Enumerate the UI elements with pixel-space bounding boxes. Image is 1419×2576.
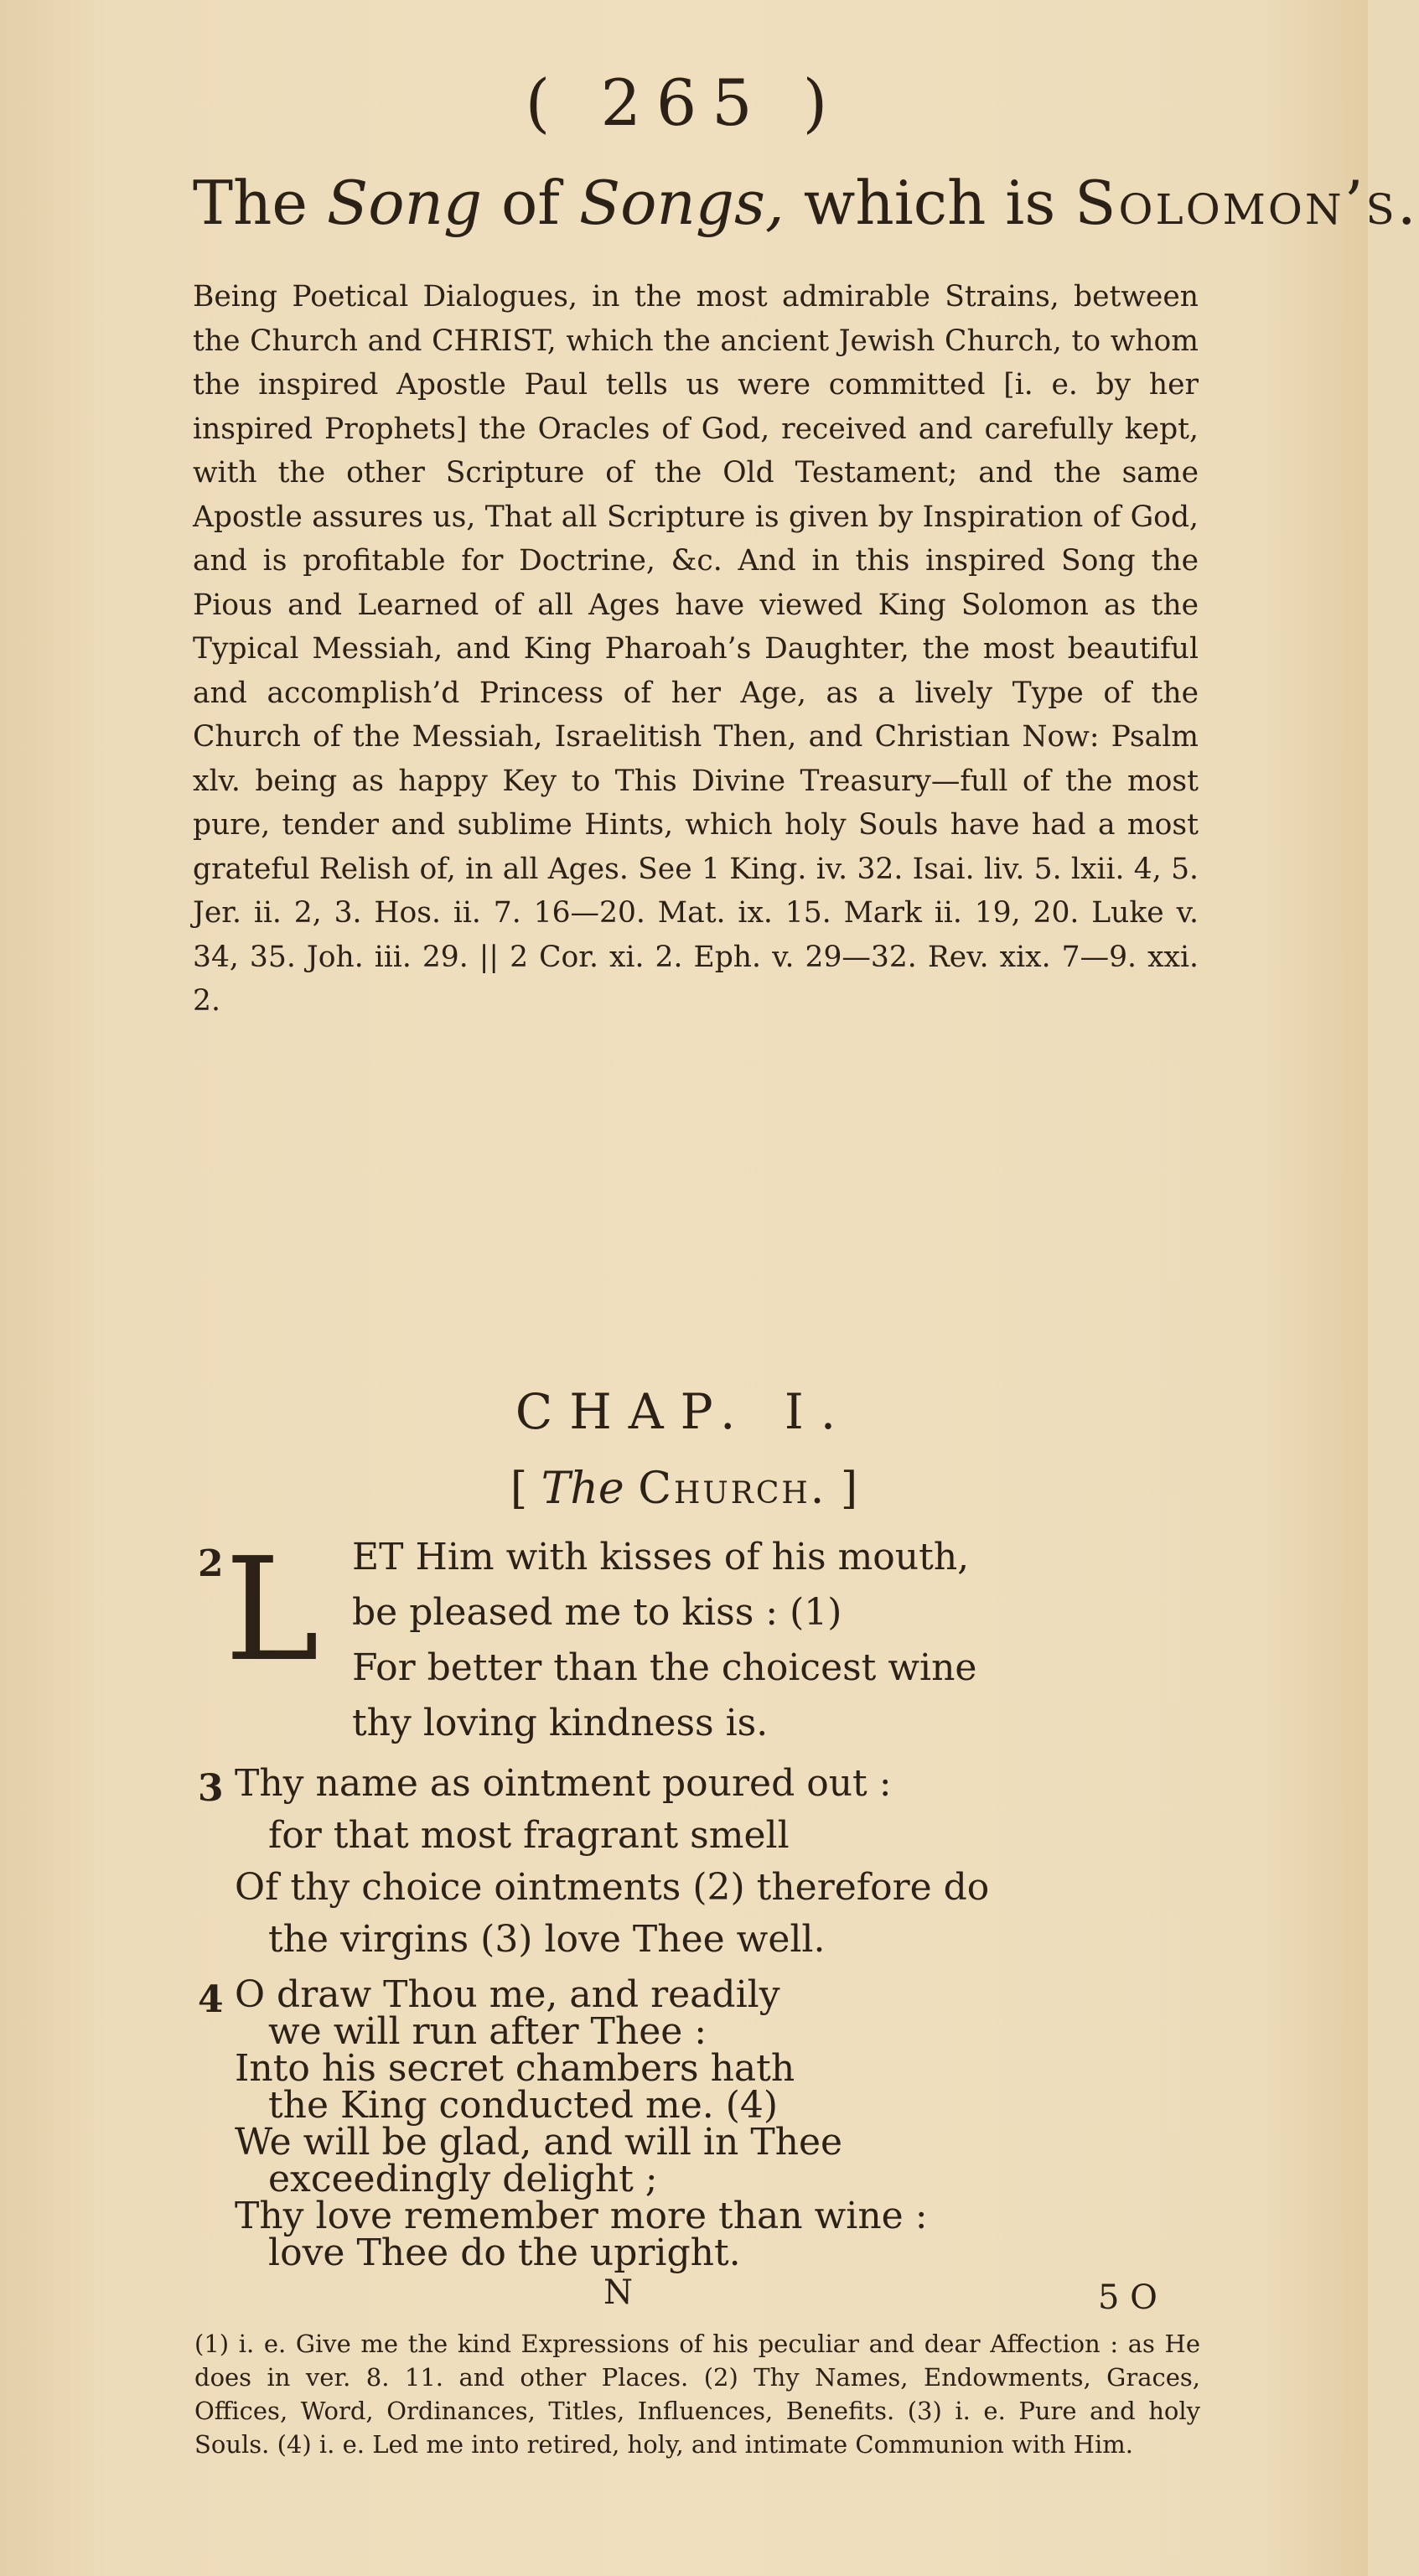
verse-number-3: 3 xyxy=(198,1767,224,1810)
verse-line: be pleased me to kiss : (1) xyxy=(352,1591,842,1634)
verse-line: For better than the choicest wine xyxy=(352,1646,977,1689)
verse-line: ET Him with kisses of his mouth, xyxy=(352,1536,970,1578)
introduction-paragraph: Being Poetical Dialogues, in the most admirable Strains, between the Church and CHRIST, which the ancient Jewish Church, to whom the inspired Apostle Paul tells us were committed [i. e. by her inspired Prophets] the Oracles of God, received and carefully kept, with the other Scripture of the Old Testament; and the same Apostle assures us, That all Scripture is given by Inspiration of God, and is profitable for Doctrine, &c. And in this inspired Song the Pious and Learned of all Ages have viewed King Solomon as the Typical Messiah, and King Pharoah’s Daughter, the most beautiful and accomplish’d Princess of her Age, as a lively Type of the Church of the Messiah, Israelitish Then, and Christian Now: Psalm xlv. being as happy Key to This Divine Treasury—full of the most pure, tender and sublime Hints, which holy Souls have had a most grateful Relish of, in all Ages. See 1 King. iv. 32. Isai. liv. 5. lxii. 4, 5. Jer. ii. 2, 3. Hos. ii. 7. 16—20. Mat. ix. 15. Mark ii. 19, 20. Luke v. 34, 35. Joh. iii. 29. || 2 Cor. xi. 2. Eph. v. 29—32. Rev. xix. 7—9. xxi. 2. xyxy=(193,280,1199,1018)
drop-cap: L xyxy=(225,1527,319,1693)
page-title xyxy=(193,168,1419,238)
speaker-heading xyxy=(0,1464,1368,1514)
verse-line: for that most fragrant smell xyxy=(268,1814,790,1857)
catchword: 5 O xyxy=(1098,2278,1157,2317)
title-solomons: Solomon’s. xyxy=(1075,168,1419,238)
verse-line: Thy name as ointment poured out : xyxy=(235,1762,892,1805)
verse-line: O draw Thou me, and readily xyxy=(235,1973,780,2016)
verse-line: Into his secret chambers hath xyxy=(235,2047,795,2090)
verse-line: we will run after Thee : xyxy=(268,2010,707,2053)
title-prefix: The xyxy=(193,168,308,238)
verse-line: love Thee do the upright. xyxy=(268,2231,741,2274)
title-song: Song xyxy=(326,168,483,238)
verse-line: We will be glad, and will in Thee xyxy=(235,2121,843,2164)
verse-line: thy loving kindness is. xyxy=(352,1702,769,1744)
verse-line: Thy love remember more than wine : xyxy=(235,2195,928,2237)
signature-mark: N xyxy=(603,2273,633,2312)
title-which-is: which is xyxy=(803,168,1056,238)
verse-line: the virgins (3) love Thee well. xyxy=(268,1918,826,1961)
verse-line: the King conducted me. (4) xyxy=(268,2084,779,2127)
title-songs: Songs, xyxy=(578,168,785,238)
speaker-open-bracket: [ xyxy=(510,1464,528,1514)
verse-number-2: 2 xyxy=(198,1542,224,1585)
speaker-the: The xyxy=(541,1464,624,1514)
verse-line: exceedingly delight ; xyxy=(268,2158,658,2200)
verse-line: Of thy choice ointments (2) therefore do xyxy=(235,1866,990,1909)
chapter-heading: CHAP. I. xyxy=(515,1383,853,1440)
verse-number-4: 4 xyxy=(198,1978,224,2021)
title-of: of xyxy=(500,168,560,238)
speaker-church: Church. xyxy=(638,1464,827,1514)
page-number: ( 265 ) xyxy=(525,65,843,140)
speaker-close-bracket: ] xyxy=(840,1464,858,1514)
footnotes: (1) i. e. Give me the kind Expressions of his peculiar and dear Affection : as He does in ver. 8. 11. and other Places. (2) Thy Names, Endowments, Graces, Offices, Word, Ordinances, Titles, Influences, Benefits. (3) i. e. Pure and holy Souls. (4) i. e. Led me into retired, holy, and intimate Communion with Him. xyxy=(194,2330,1200,2459)
